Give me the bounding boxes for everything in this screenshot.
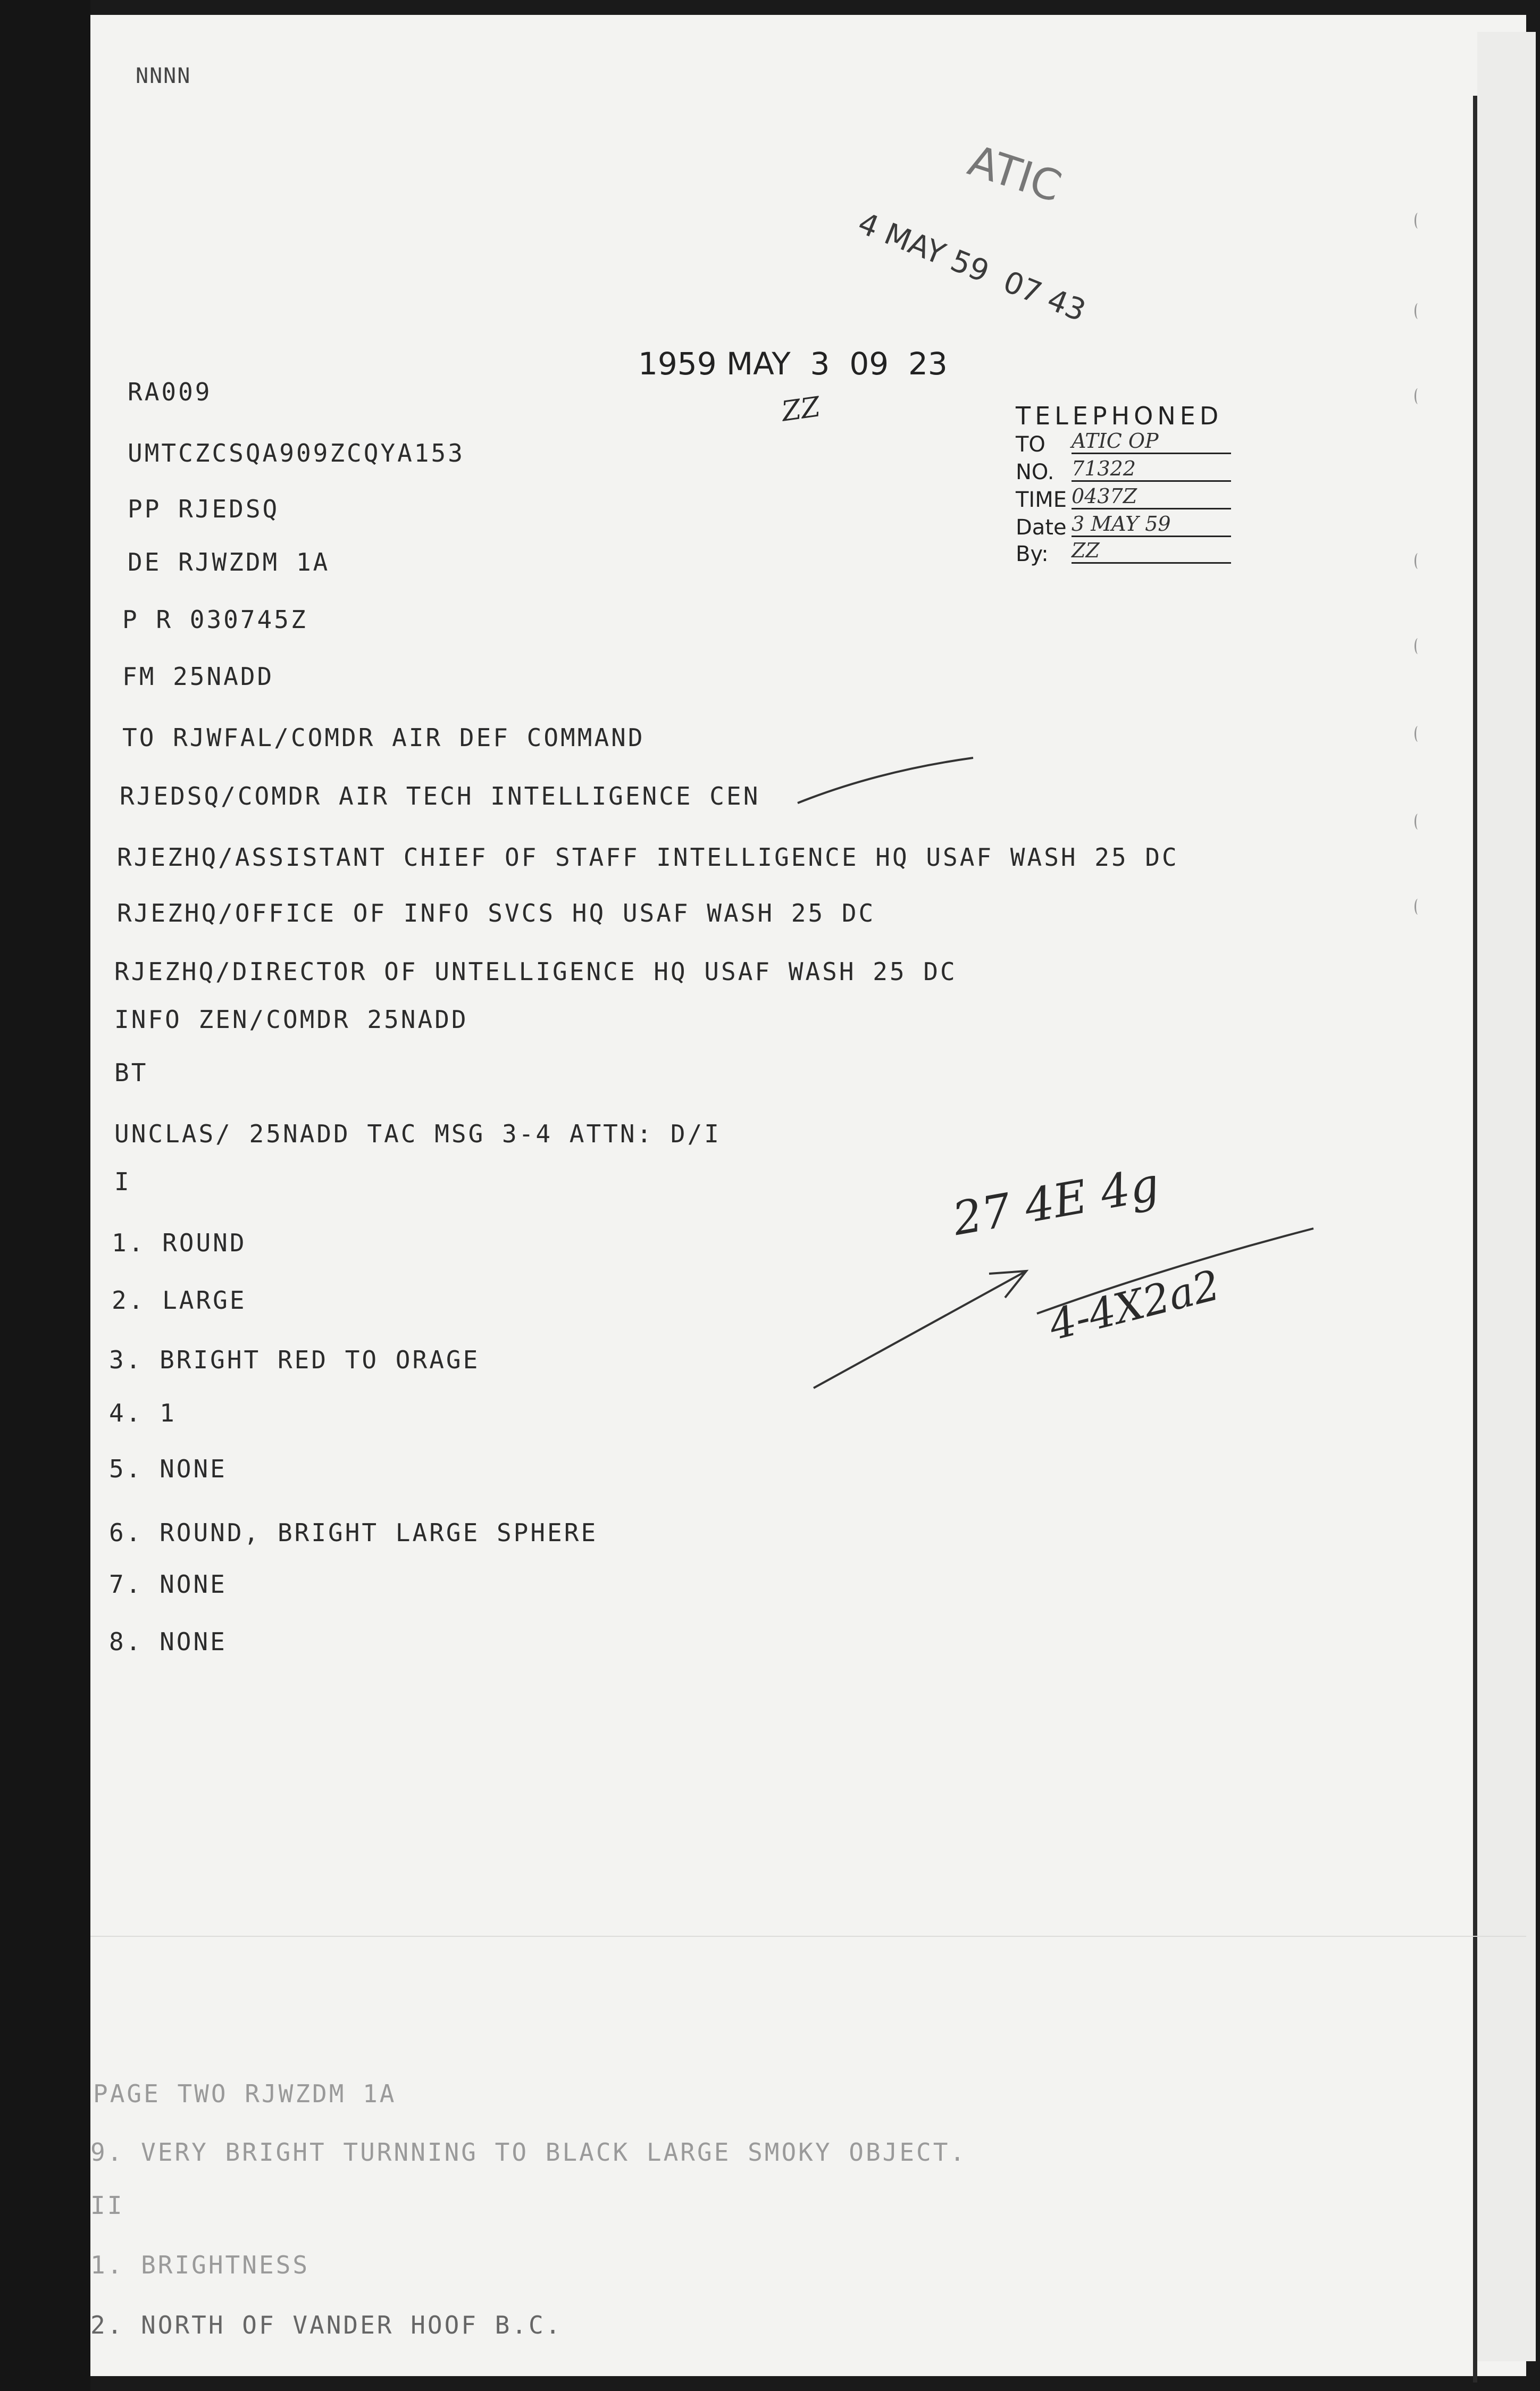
pen-stroke-arrow <box>814 1271 1026 1388</box>
pen-stroke-underline <box>798 758 973 803</box>
handwritten-note: 27 4E 4g <box>949 1157 1164 1247</box>
message-line: BT <box>114 1058 148 1087</box>
message-line: RJEZHQ/DIRECTOR OF UNTELLIGENCE HQ USAF WASH 25 DC <box>114 957 957 986</box>
item-line: 2. LARGE <box>112 1286 247 1315</box>
telephoned-to-label: TO <box>1016 432 1045 457</box>
telephoned-no-value: 71322 <box>1072 457 1231 482</box>
message-line: I <box>114 1167 131 1196</box>
handwritten-initials: ZZ <box>780 391 823 428</box>
telephoned-title: TELEPHONED <box>1016 402 1223 430</box>
message-line: INFO ZEN/COMDR 25NADD <box>114 1005 468 1034</box>
message-line: UNCLAS/ 25NADD TAC MSG 3-4 ATTN: D/I <box>114 1119 721 1148</box>
message-line: RJEDSQ/COMDR AIR TECH INTELLIGENCE CEN <box>120 782 760 810</box>
received-stamp: 4 MAY 59 07 43 <box>853 206 1091 329</box>
nnnn-mark: NNNN <box>136 64 191 88</box>
page-two-line: PAGE TWO RJWZDM 1A <box>93 2079 397 2108</box>
telephoned-time-value: 0437Z <box>1072 484 1231 509</box>
message-line: TO RJWFAL/COMDR AIR DEF COMMAND <box>122 723 645 752</box>
message-line: P R 030745Z <box>122 605 308 634</box>
handwritten-note: 4-4X2a2 <box>1044 1261 1225 1350</box>
telephoned-date-value: 3 MAY 59 <box>1072 512 1231 537</box>
message-line: RJEZHQ/ASSISTANT CHIEF OF STAFF INTELLIGENCE HQ USAF WASH 25 DC <box>117 843 1179 872</box>
telephoned-date-label: Date <box>1016 515 1067 540</box>
telephoned-time-label: TIME <box>1016 488 1067 512</box>
telephoned-to-value: ATIC OP <box>1072 429 1231 454</box>
page-two-line: II <box>90 2191 124 2220</box>
item-line: 5. NONE <box>109 1454 227 1483</box>
message-line: RA009 <box>128 378 212 406</box>
page-two-line: 9. VERY BRIGHT TURNNING TO BLACK LARGE SMOKY OBJECT. <box>90 2138 967 2167</box>
message-line: PP RJEDSQ <box>128 495 280 523</box>
message-line: RJEZHQ/OFFICE OF INFO SVCS HQ USAF WASH 25 DC <box>117 899 876 927</box>
item-line: 3. BRIGHT RED TO ORAGE <box>109 1345 480 1374</box>
telephoned-no-label: NO. <box>1016 460 1054 484</box>
message-line: UMTCZCSQA909ZCQYA153 <box>128 439 465 467</box>
item-line: 4. 1 <box>109 1399 177 1427</box>
message-line: FM 25NADD <box>122 662 274 691</box>
date-time-stamp: 1959 MAY 3 09 23 <box>638 346 948 382</box>
item-line: 6. ROUND, BRIGHT LARGE SPHERE <box>109 1518 598 1547</box>
telephoned-by-value: ZZ <box>1072 539 1231 564</box>
atic-stamp: ATIC <box>962 135 1067 212</box>
page-two-line: 1. BRIGHTNESS <box>90 2251 310 2279</box>
message-line: DE RJWZDM 1A <box>128 548 330 576</box>
item-line: 8. NONE <box>109 1627 227 1656</box>
page-two-line: 2. NORTH OF VANDER HOOF B.C. <box>90 2311 563 2339</box>
item-line: 7. NONE <box>109 1570 227 1599</box>
telephoned-by-label: By: <box>1016 542 1049 566</box>
item-line: 1. ROUND <box>112 1228 247 1257</box>
